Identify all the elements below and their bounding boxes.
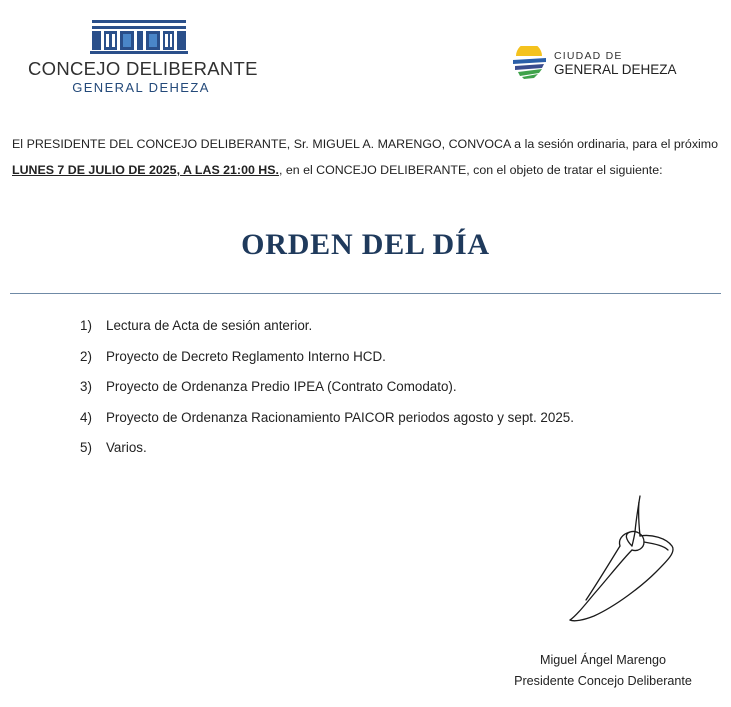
- city-prefix: CIUDAD DE: [554, 50, 623, 62]
- agenda-item: [80, 316, 700, 347]
- city-emblem-icon: [512, 46, 548, 80]
- agenda-item-text: Proyecto de Ordenanza Predio IPEA (Contrato Comodato).: [106, 379, 457, 394]
- agenda-item-text: Proyecto de Ordenanza Racionamiento PAICOR periodos agosto y sept. 2025.: [106, 409, 574, 425]
- ciudad-general-deheza-logo: [512, 46, 702, 86]
- signer-block: [489, 650, 717, 692]
- agenda-item-number: 5): [80, 440, 92, 455]
- agenda-item-number: 1): [80, 318, 92, 333]
- agenda-list: [80, 316, 700, 469]
- intro-text-after-date: , en el CONCEJO DELIBERANTE, con el objeto de tratar el siguiente:: [278, 163, 663, 177]
- agenda-item: [80, 377, 700, 408]
- handwritten-signature: [560, 494, 686, 626]
- intro-paragraph: [12, 131, 718, 183]
- agenda-item: [80, 438, 700, 469]
- concejo-deliberante-logo: [28, 16, 258, 98]
- agenda-item: [80, 347, 700, 378]
- agenda-item-number: 2): [80, 348, 92, 364]
- session-date: LUNES 7 DE JULIO DE 2025, A LAS 21:00 HS.: [12, 163, 279, 177]
- title-divider: [10, 293, 721, 294]
- signer-name: Miguel Ángel Marengo: [539, 653, 666, 667]
- document-title: ORDEN DEL DÍA: [241, 228, 490, 261]
- agenda-item-number: 3): [80, 379, 92, 394]
- agenda-item-number: 4): [80, 409, 92, 425]
- signer-role: Presidente Concejo Deliberante: [514, 674, 692, 688]
- agenda-item-text: Proyecto de Decreto Reglamento Interno HCD.: [106, 348, 386, 364]
- agenda-item-text: Lectura de Acta de sesión anterior.: [106, 318, 313, 333]
- org-subtitle: GENERAL DEHEZA: [72, 80, 210, 95]
- agenda-item-text: Varios.: [106, 440, 147, 455]
- agenda-item: [80, 408, 700, 439]
- city-name: GENERAL DEHEZA: [554, 62, 677, 77]
- intro-text-before-date: El PRESIDENTE DEL CONCEJO DELIBERANTE, Sr. MIGUEL A. MARENGO, CONVOCA a la sesión ordinaria, para el próximo: [12, 137, 718, 151]
- org-name: CONCEJO DELIBERANTE: [28, 58, 258, 79]
- building-icon: [90, 16, 188, 54]
